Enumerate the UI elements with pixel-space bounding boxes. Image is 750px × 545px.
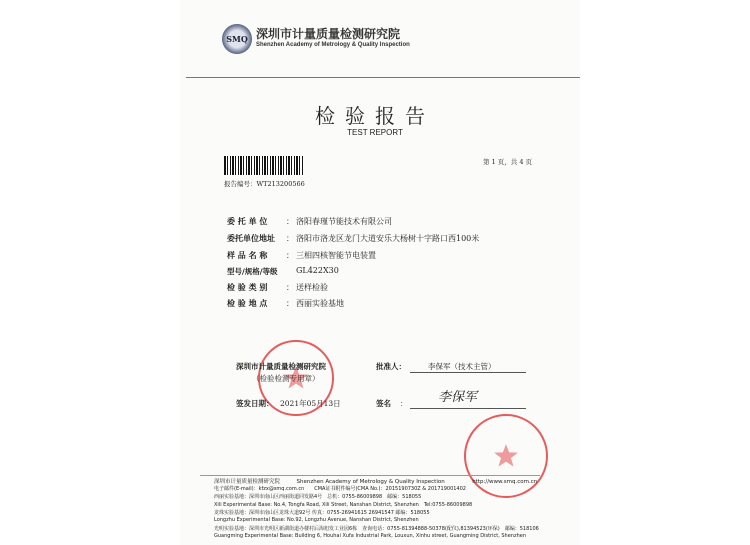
field-value: GL422X30 — [296, 266, 339, 275]
field-value: 三相四核智能节电装置 — [296, 251, 376, 260]
field-label: 委 托 单 位 — [227, 216, 268, 226]
logo-text: SMQ — [226, 34, 248, 44]
report-number: 报告编号：WT213200566 — [224, 180, 305, 188]
seal-star-icon — [493, 443, 519, 469]
field-label: 型号/规格/等级 — [227, 267, 278, 276]
approver-label: 批准人： — [376, 362, 406, 371]
issuer-seal-label: （检验检测专用章） — [252, 374, 320, 383]
approver-name: 李保军（技术主管） — [428, 362, 496, 371]
footer-line: 龙珠实验基地：深圳市南山区龙珠大道92号 传真：0755-26941615 26941547 邮编：518055 — [214, 510, 430, 516]
signature-label: 签名 — [376, 399, 391, 408]
issuer-name: 深圳市计量质量检测研究院 — [236, 362, 326, 371]
field-label: 检 验 类 别 — [227, 282, 268, 292]
footer-line: 西丽实验基地：深圳市南山区西丽街道同发路4号 总机：0755-86009898 邮编：518055 — [214, 494, 422, 500]
footer-line: Longzhu Experimental Base: No.92, Longzhu Avenue, Nanshan District, Shenzhen — [214, 517, 419, 523]
field-value: 洛阳春瑾节能技术有限公司 — [296, 217, 392, 226]
field-label: 样 品 名 称 — [227, 250, 268, 260]
issue-date: 2021年05月13日 — [280, 399, 341, 408]
page-indicator: 第 1 页，共 4 页 — [483, 158, 533, 166]
report-title: 检验报告 — [315, 104, 435, 128]
colon: ： — [286, 217, 294, 226]
smq-logo — [222, 24, 252, 54]
field-label: 委托单位地址 — [227, 233, 275, 243]
footer-divider — [200, 475, 540, 476]
colon: ： — [400, 399, 408, 408]
footer-line: 光明实验基地：深圳市光明区新湖街道办楼村后海旭发工业园6栋 查询电话：0755-81394888-50378(配仪),81394523(环保) 邮编：518106 — [214, 526, 539, 532]
company-seal — [464, 414, 548, 498]
issue-date-label: 签发日期： — [236, 399, 274, 408]
field-value: 洛阳市洛龙区龙门大道安乐大杨树十字路口西100米 — [296, 234, 480, 243]
institute-name-en: Shenzhen Academy of Metrology & Quality Inspection — [256, 42, 410, 48]
colon: ： — [286, 283, 294, 292]
barcode — [224, 156, 304, 175]
institute-name-cn: 深圳市计量质量检测研究院 — [256, 27, 401, 41]
footer-line: Guangming Experimental Base: Building 6, Houhai Xufa Industrial Park, Louxun, Xinhu street, Guangming District, Shenzhen — [214, 533, 527, 539]
field-value: 西丽实验基地 — [296, 299, 344, 308]
colon: ： — [286, 234, 294, 243]
approver-line — [410, 372, 526, 373]
signature-line — [410, 408, 526, 409]
colon: ： — [286, 299, 294, 308]
footer-line: Xili Experimental Base: No.4, Tongfa Road, Xili Street, Nanshan District, Shenzhen Tel:0755-86009898 — [214, 502, 473, 508]
report-title-en: TEST REPORT — [347, 128, 403, 137]
footer-line: 深圳市计量质量检测研究院 Shenzhen Academy of Metrology & Quality Inspection http://www.smq.com.cn — [214, 479, 538, 485]
field-label: 检 验 地 点 — [227, 298, 268, 308]
handwritten-signature: 李保军 — [438, 390, 478, 405]
footer-line: 电子邮件(E-mail)：kfzx@smq.com.cn CMA证书附件编号(CMA No.)：2015190730Z & 201719001402 — [214, 486, 466, 492]
header-divider — [186, 77, 580, 78]
field-value: 送样检验 — [296, 283, 328, 292]
colon: ： — [286, 251, 294, 260]
